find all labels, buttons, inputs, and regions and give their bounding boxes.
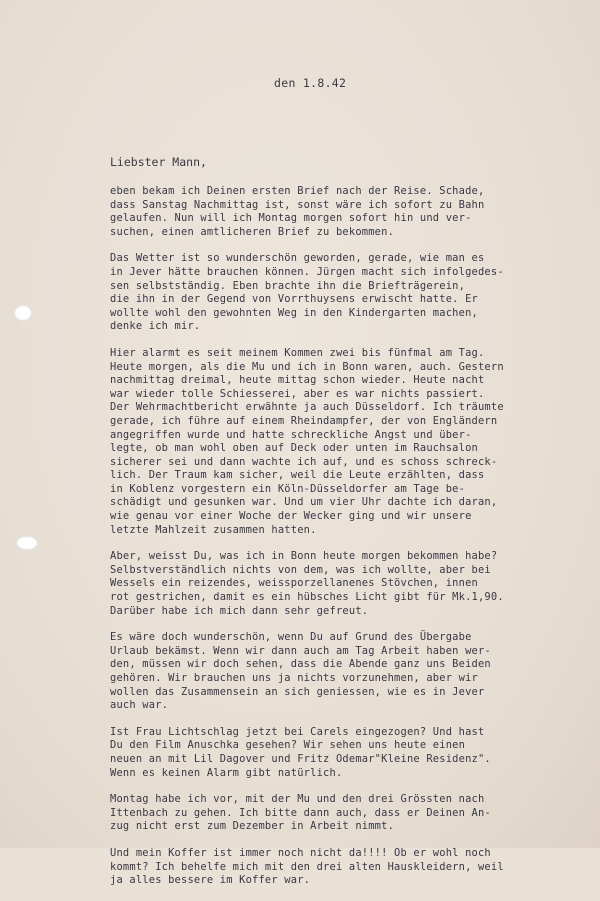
- text-line: eben bekam ich Deinen ersten Brief nach der Reise. Schade,: [110, 185, 485, 197]
- text-line: Das Wetter ist so wunderschön geworden, gerade, wie man es: [110, 252, 485, 265]
- text-line: die ihn in der Gegend von Vorrthuysens erwischt hatte. Er: [110, 293, 478, 306]
- letter-salutation: Liebster Mann,: [110, 155, 207, 169]
- text-line: Und mein Koffer ist immer noch nicht da!!!! Ob er wohl noch: [110, 846, 491, 859]
- text-line: gehören. Wir brauchen uns ja nichts vorzunehmen, aber wir: [110, 672, 478, 684]
- text-line: sicherer sei und dann wachte ich auf, und es schoss schreck-: [110, 455, 498, 468]
- text-line: gerade, ich führe auf einem Rheindampfer, der von Engländern: [110, 414, 498, 427]
- text-line: sen selbstständig. Eben brachte ihn die Briefträgerein,: [110, 279, 466, 292]
- text-line: Wenn es keinen Alarm gibt natürlich.: [110, 766, 343, 779]
- text-line: Darüber habe ich mich dann sehr gefreut.: [110, 604, 369, 617]
- text-line: Wessels ein reizendes, weissporzellanenes Stövchen, innen: [110, 577, 478, 590]
- text-line: zug nicht erst zum Dezember in Arbeit nimmt.: [110, 820, 395, 833]
- text-line: wollte wohl den gewohnten Weg in den Kindergarten machen,: [110, 306, 478, 319]
- text-line: rot gestrichen, damit es ein hübsches Licht gibt für Mk.1,90.: [110, 591, 504, 604]
- text-line: Es wäre doch wunderschön, wenn Du auf Grund des Übergabe: [110, 631, 472, 644]
- letter-paragraph: [110, 185, 580, 239]
- text-line: suchen, einen amtlicheren Brief zu bekommen.: [110, 225, 395, 238]
- letter-paragraph: [110, 550, 580, 618]
- letter-date: den 1.8.42: [274, 76, 347, 90]
- letter-paragraph: [110, 847, 580, 888]
- text-line: Der Wehrmachtbericht erwähnte ja auch Düsseldorf. Ich träumte: [110, 401, 504, 414]
- text-line: war wieder tolle Schiesserei, aber es war nichts passiert.: [110, 387, 485, 400]
- text-line: denke ich mir.: [110, 320, 201, 333]
- text-line: Aber, weisst Du, was ich in Bonn heute morgen bekommen habe?: [110, 550, 498, 563]
- text-line: schädigt und gesunken war. Und um vier Uhr dachte ich daran,: [110, 496, 498, 509]
- letter-paragraph: [110, 252, 580, 334]
- text-line: kommt? Ich behelfe mich mit den drei alten Hauskleidern, weil: [110, 860, 504, 873]
- text-line: gelaufen. Nun will ich Montag morgen sofort hin und ver-: [110, 212, 472, 225]
- text-line: Montag habe ich vor, mit der Mu und den drei Grössten nach: [110, 793, 485, 806]
- text-line: lich. Der Traum kam sicher, weil die Leute erzählten, dass: [110, 469, 485, 482]
- punch-hole-top: [14, 305, 32, 321]
- text-line: Ittenbach zu gehen. Ich bitte dann auch, dass er Deinen An-: [110, 806, 491, 819]
- text-line: Urlaub bekämst. Wenn wir dann auch am Tag Arbeit haben wer-: [110, 644, 491, 657]
- text-line: in Jever hätte brauchen können. Jürgen macht sich infolgedes-: [110, 265, 504, 278]
- letter-paragraph: [110, 347, 580, 537]
- punch-hole-bottom: [16, 536, 38, 550]
- text-line: Ist Frau Lichtschlag jetzt bei Carels eingezogen? Und hast: [110, 725, 485, 738]
- text-line: Du den Film Anuschka gesehen? Wir sehen uns heute einen: [110, 739, 466, 752]
- text-line: Heute morgen, als die Mu und ich in Bonn waren, auch. Gestern: [110, 360, 504, 373]
- text-line: neuen an mit Lil Dagover und Fritz Odemar"Kleine Residenz".: [110, 752, 491, 765]
- text-line: nachmittag dreimal, heute mittag schon wieder. Heute nacht: [110, 374, 485, 387]
- letter-paragraph: [110, 631, 580, 713]
- letter-paragraph: [110, 793, 580, 834]
- text-line: legte, ob man wohl oben auf Deck oder unten im Rauchsalon: [110, 442, 478, 455]
- text-line: ja alles bessere im Koffer war.: [110, 874, 311, 887]
- text-line: wie genau vor einer Woche der Wecker ging und wir unsere: [110, 510, 472, 523]
- text-line: auch war.: [110, 699, 169, 712]
- text-line: letzte Mahlzeit zusammen hatten.: [110, 523, 317, 536]
- text-line: in Koblenz vorgestern ein Köln-Düsseldorfer am Tage be-: [110, 482, 466, 495]
- text-line: Selbstverständlich nichts von dem, was ich wollte, aber bei: [110, 563, 491, 576]
- text-line: wollen das Zusammensein an sich geniessen, wie es in Jever: [110, 685, 485, 698]
- text-line: dass Sanstag Nachmittag ist, sonst wäre ich sofort zu Bahn: [110, 198, 485, 211]
- letter-paragraph: [110, 726, 580, 780]
- text-line: angegriffen wurde und hatte schreckliche Angst und über-: [110, 428, 472, 441]
- letter-body: [110, 185, 580, 901]
- text-line: den, müssen wir doch sehen, dass die Abende ganz uns Beiden: [110, 658, 491, 671]
- text-line: Hier alarmt es seit meinem Kommen zwei bis fünfmal am Tag.: [110, 346, 485, 359]
